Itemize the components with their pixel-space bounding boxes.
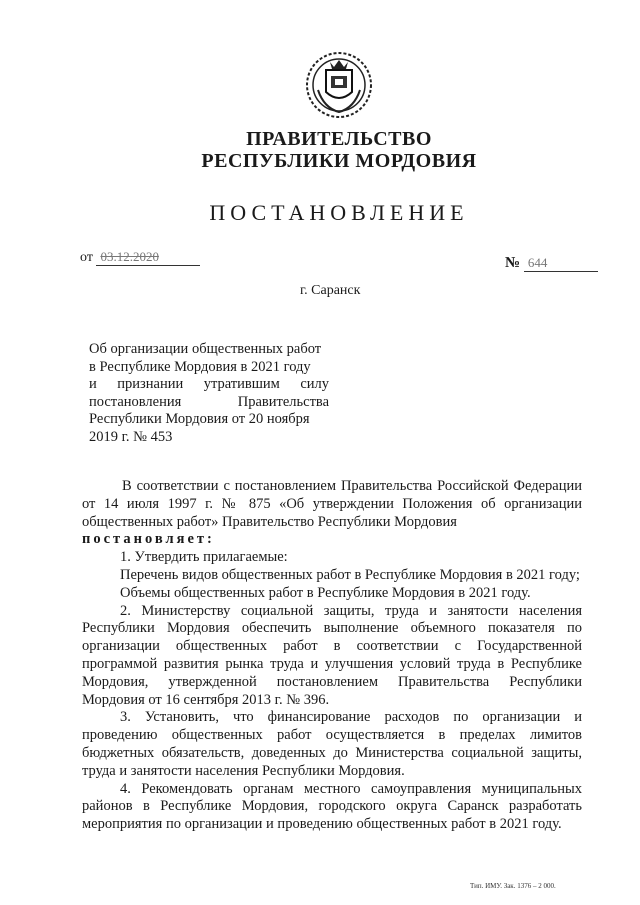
- paragraph-1: 1. Утвердить прилагаемые:: [120, 549, 288, 566]
- document-body: [82, 478, 582, 834]
- paragraph-1a: Перечень видов общественных работ в Республике Мордовия в 2021 году;: [120, 566, 580, 583]
- city: г. Саранск: [300, 283, 361, 298]
- title-line: в Республике Мордовия в 2021 году: [89, 358, 311, 375]
- number-label: №: [505, 255, 521, 271]
- title-line: постановления Правительства: [89, 393, 329, 410]
- paragraph-1b: Объемы общественных работ в Республике Мордовия в 2021 году.: [120, 584, 531, 601]
- document-type: ПОСТАНОВЛЕНИЕ: [209, 200, 469, 225]
- number-line: [505, 255, 598, 272]
- from-label: от: [80, 250, 93, 265]
- org-name-line2: РЕСПУБЛИКИ МОРДОВИЯ: [201, 150, 477, 172]
- paragraph-3: 3. Установить, что финансирование расходов по организации и проведению общественных работ осуществляется в пределах лимитов бюджетных обязательств, доведенных до Министерства социальной защиты, труда и занятости населения Республики Мордовия.: [82, 709, 582, 779]
- paragraph-2: 2. Министерству социальной защиты, труда и занятости населения Республики Мордовия обеспечить выполнение объемного показателя по организации общественных работ в соответствии с Государственной программой развития рынка труда и улучшения условий труда в Республике Мордовия, утвержденной постановлением Правительства Республики Мордовия от 16 сентября 2013 г. № 396.: [82, 602, 582, 708]
- title-line: 2019 г. № 453: [89, 428, 173, 445]
- paragraph-4: 4. Рекомендовать органам местного самоуправления муниципальных районов в Республике Мордовия, городского округа Саранск разработать мероприятия по организации и проведению общественных работ в 2021 году.: [82, 780, 582, 833]
- preamble-paragraph: В соответствии с постановлением Правительства Российской Федерации от 14 июля 1997 г. № 875 «Об утверждении Положения об организации общественных работ» Правительство Республики Мордовия: [82, 478, 582, 530]
- title-line: и признании утратившим силу: [89, 376, 329, 392]
- title-line: Об организации общественных работ: [89, 341, 322, 357]
- org-name-line1: ПРАВИТЕЛЬСТВО: [246, 128, 432, 150]
- document-title: [89, 341, 329, 446]
- date-line: [80, 249, 200, 266]
- title-line: Республики Мордовия от 20 ноября: [89, 411, 310, 427]
- document-date: 03.12.2020: [96, 249, 200, 266]
- print-footer: Тип. ИМУ. Зак. 1376 – 2 000.: [470, 882, 556, 890]
- document-number: 644: [524, 255, 598, 272]
- decree-word: постановляет:: [82, 531, 215, 548]
- coat-of-arms-emblem: [304, 50, 374, 120]
